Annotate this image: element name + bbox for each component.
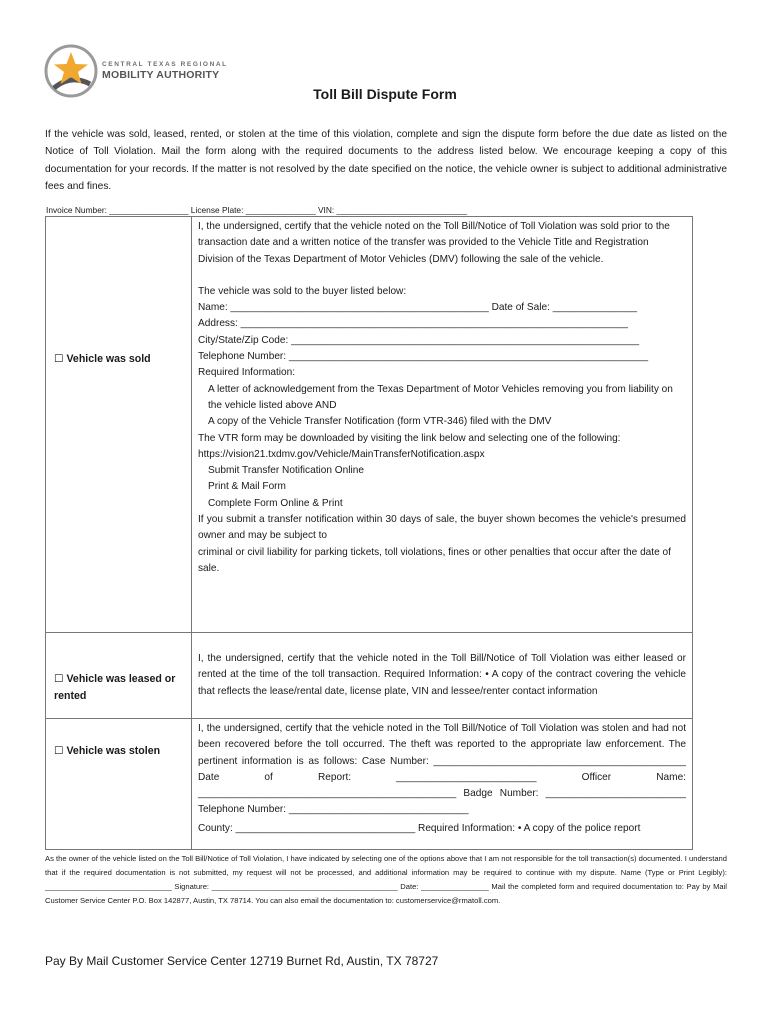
- page-title: Toll Bill Dispute Form: [313, 86, 457, 102]
- row-vehicle-sold: [45, 216, 693, 632]
- sold-line: transaction date and a written notice of the transfer was provided to the Vehicle Title and Registration: [198, 237, 649, 249]
- buyer-address-field[interactable]: Address: _____________________________________________________________________: [198, 318, 628, 330]
- owner-certification-paragraph: As the owner of the vehicle listed on the Toll Bill/Notice of Toll Violation, I have indicated by selecting one of the options above that I am not responsible for the toll transaction(s) documented. I understand that if the required documentation is not submitted, my request will not be processed, and additional information may be required to continue with my dispute. Name (Type or Print Legibly): ______________________________ Signature: ____________________________________________ Date: ________________ Mail the completed form and required documentation to: Pay by Mail Customer Service Center P.O. Box 142877, Austin, TX 78714. You can also email the documentation to: customerservice@rmatoll.com.: [45, 854, 727, 905]
- sold-line: A copy of the Vehicle Transfer Notification (form VTR-346) filed with the DMV: [208, 416, 552, 428]
- sold-line: Print & Mail Form: [208, 481, 286, 493]
- logo-line-2: MOBILITY AUTHORITY: [102, 69, 220, 81]
- logo-line-1: CENTRAL TEXAS REGIONAL: [102, 61, 228, 68]
- sold-line: The VTR form may be downloaded by visiting the link below and selecting one of the following:: [198, 432, 621, 444]
- sold-line: Required Information:: [198, 367, 296, 379]
- sold-line: Submit Transfer Notification Online: [208, 465, 364, 477]
- row-vehicle-leased: [45, 632, 693, 718]
- vehicle-sold-details: [198, 219, 686, 577]
- sold-line: criminal or civil liability for parking tickets, toll violations, fines or other penalties that occur after the date of sale.: [198, 546, 671, 574]
- sold-line: If you submit a transfer notification within 30 days of sale, the buyer shown becomes the vehicle's presumed owner and may be subject to: [198, 514, 686, 542]
- row-vehicle-stolen: [45, 718, 693, 850]
- sold-line: I, the undersigned, certify that the vehicle noted on the Toll Bill/Notice of Toll Violation was sold prior to the: [198, 221, 670, 232]
- invoice-plate-vin-fields[interactable]: Invoice Number: _________________ License Plate: _______________ VIN: ____________________________: [46, 205, 467, 215]
- vtr-link[interactable]: https://vision21.txdmv.gov/Vehicle/MainTransferNotification.aspx: [198, 448, 485, 460]
- sold-line: The vehicle was sold to the buyer listed below:: [198, 285, 407, 297]
- mailing-address: Pay By Mail Customer Service Center 12719 Burnet Rd, Austin, TX 78727: [45, 954, 439, 968]
- buyer-phone-field[interactable]: Telephone Number: ________________________________________________________________: [198, 351, 649, 363]
- vehicle-stolen-details: [198, 721, 686, 837]
- sold-line: Complete Form Online & Print: [208, 497, 343, 509]
- buyer-city-field[interactable]: City/State/Zip Code: ______________________________________________________________: [198, 334, 640, 346]
- buyer-name-field[interactable]: Name: ______________________________________________ Date of Sale: _______________: [198, 302, 637, 314]
- vehicle-leased-details: I, the undersigned, certify that the vehicle noted in the Toll Bill/Notice of Toll Violation was either leased or rented at the time of the toll transaction. Required Information: • A copy of the contract covering the vehicle that reflects the lease/rental date, license plate, VIN and lessee/renter contact information: [198, 653, 686, 697]
- county-field[interactable]: County: ________________________________ Required Information: • A copy of the police report: [198, 822, 641, 834]
- sold-line: A letter of acknowledgement from the Texas Department of Motor Vehicles removing you from liability on the vehicle listed above AND: [208, 383, 673, 411]
- sold-line: Division of the Texas Department of Motor Vehicles (DMV) following the sale of the vehicle.: [198, 253, 604, 265]
- vehicle-leased-checkbox[interactable]: ☐ Vehicle was leased or rented: [54, 673, 176, 702]
- logo-wordmark: [102, 61, 228, 81]
- stolen-text: I, the undersigned, certify that the vehicle noted in the Toll Bill/Notice of Toll Violation was stolen and had not been recovered before the toll occurred. The theft was reported to the appropriate law enforcement. The pertinent information is as follows: Case Number: _____________________________________________ Date of Report: _________________________ Officer Name: ______________________________________________ Badge Number: _________________________ Telephone Number: ________________________________: [198, 723, 686, 816]
- vehicle-sold-checkbox[interactable]: ☐ Vehicle was sold: [54, 353, 151, 365]
- intro-paragraph: If the vehicle was sold, leased, rented, or stolen at the time of this violation, complete and sign the dispute form before the due date as listed on the Notice of Toll Violation. Mail the form along with the required documents to the address listed below. We encourage keeping a copy of this documentation for your records. If the matter is not resolved by the date specified on the notice, the vehicle owner is subject to additional administrative fees and fines.: [45, 129, 727, 193]
- vehicle-stolen-checkbox[interactable]: ☐ Vehicle was stolen: [54, 745, 161, 757]
